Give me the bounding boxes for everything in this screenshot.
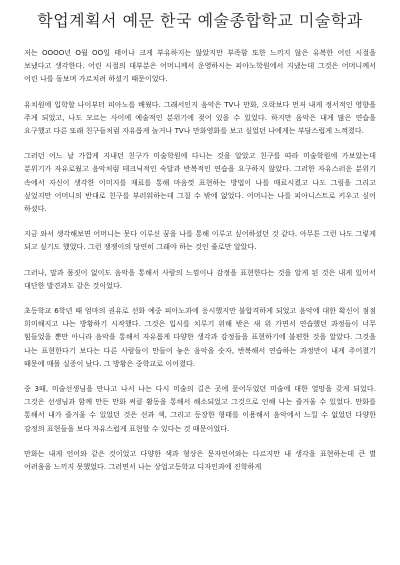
- paragraph-7: 중 3때, 미술선생님을 만나고 나서 나는 다시 미술의 길은 곳에 묻어두었던 미술에 대한 열망을 갖게 되었다. 그것은 선생님과 함께 만든 만화 써클 활동을 통해서 해소되었고 그것으로 인해 나는 즐거울 수 있었다. 만화를 통해서 내가 즐거울 수 있었던 것은 선과 색, 그리고 등장한 형태를 이용해서 음악에서 느낄 수 없었던 다양한 감정의 표현들을 보다 자유스럽게 표현할 수 있다는 것 때문이었다.: [24, 384, 376, 433]
- paragraph-4: 지금 와서 생각해보면 어머니는 못다 이루신 꿈을 나를 통해 이루고 싶어하셨던 것 같다. 아무튼 그런 나도 그렇게 되고 싶기도 했었다. 그런 쟁쟁이의 당연히 그래야 하는 것인 줄로만 알았다.: [24, 229, 376, 252]
- document-title: 학업계획서 예문 한국 예술종합학교 미술학과: [37, 11, 363, 30]
- paragraph-3: 그러던 어느 날 가깝게 지내던 친구가 미술학원에 다니는 것을 알았고 친구를 따라 미술학원에 가보았는데 분위기가 자유로웠고 음악처럼 테크닉적인 숙달과 반복적인 연습을 요구하지 않았다. 그러한 자유스러운 분위기 속에서 자신이 생각한 이미지를 재료를 통해 마음껏 표현하는 방법이 나를 매료시켰고 나도 그림을 그리고 싶었지만 어머니의 반대로 친구를 부러워하는데 그칠 수 밖에 없었다. 어머니는 나를 피아니스트로 키우고 싶어 하셨다.: [24, 151, 376, 214]
- paragraph-1: 저는 OOOO년 O월 OO일 태어나 크게 부유하지는 않았지만 부족함 또한 느끼지 않은 유복한 어린 시절을 보냈다고 생각한다. 어린 시절의 대부분은 어머니께서 운영하시는 피아노학원에서 지냈는데 그것은 어머니께서 어린 나를 돌보며 가르치려 하셨기 때문이었다.: [24, 48, 376, 84]
- paragraph-8: 만화는 내게 언어와 같은 것이었고 다양한 색과 형상은 문자언어와는 다르지만 내 생각을 표현하는데 큰 별 어려움을 느끼지 못했었다. 그러면서 나는 상업고등학교 디자인과에 진학하게: [24, 448, 376, 472]
- paragraph-5: 그러나, 말과 몸짓이 없이도 음악을 통해서 사람의 느낌이나 감정을 표현한다는 것을 알게 된 것은 내게 있어서 대단한 발견과도 같은 것이었다.: [24, 267, 376, 290]
- paragraph-2: 유치원에 입학할 나이부터 피아노를 배웠다. 그래서인지 음악은 TV나 만화, 오락보다 먼저 내게 정서적인 영향을 주게 되었고, 나도 모르는 사이에 예술적인 분위기에 젖어 있을 수 있었다. 하지만 음악은 내게 많은 연습을 요구했고 다른 또래 친구들처럼 자유롭게 놀거나 TV나 만화영화를 보고 싶었던 나에게는 부담스럽게 느껴졌다.: [24, 99, 376, 136]
- paragraph-6: 초등학교 6학년 때 엄마의 권유로 선화 예중 피아노과에 응시했지만 불합격하게 되었고 음악에 대한 확신이 점점 희미해지고 나는 방황하기 시작했다. 그것은 입시를 치루기 위해 받은 새 위 가면서 연습했던 과정들이 너무 힘들었을 뿐만 아니라 음악을 통해서 자유롭게 다양한 생각과 감정들을 표현하기에 불편한 것을 알았다. 그것을 나는 표현한다기 보다는 다른 사람들이 만들어 놓은 음악을 숫자, 반복해서 연습하는 과정만이 내게 주어졌기 때문에 매몰 실증이 났다. 그 방황은 중학교로 이어졌다.: [24, 306, 376, 368]
